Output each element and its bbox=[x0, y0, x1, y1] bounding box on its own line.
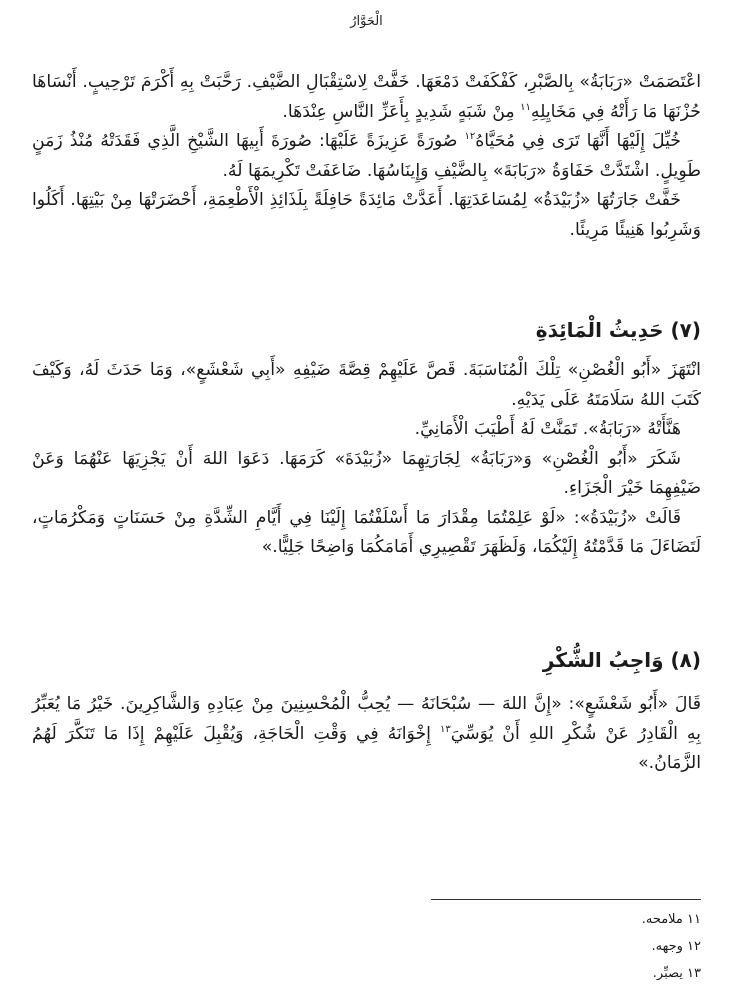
paragraph-6: شَكَرَ «أَبُو الْغُصْنِ» وَ«رَبَابَةُ» لِجَارَتِهِمَا «زُبَيْدَةَ» كَرَمَهَا. دَعَوَا اللهَ أَنْ يَجْزِيَهَا عَنْهُمَا وَعَنْ ضَيْفِهِمَا خَيْرَ الْجَزَاءِ. bbox=[32, 448, 701, 498]
footnote-ref-11[interactable]: ١١ bbox=[520, 101, 531, 113]
footnotes bbox=[401, 906, 701, 987]
footnote-12: ١٢ وجهه. bbox=[651, 939, 701, 954]
paragraph-5: هَنَّأَتْهُ «رَبَابَةُ». تَمَنَّتْ لَهُ أَطْيَبَ الْأَمَانِيِّ. bbox=[414, 419, 681, 439]
paragraph-4: انْتَهَزَ «أَبُو الْغُصْنِ» تِلْكَ الْمُنَاسَبَةَ. قَصَّ عَلَيْهِمْ قِصَّةَ ضَيْفِهِ «أَبِي شَعْشَعٍ»، وَمَا حَدَثَ لَهُ، وَكَيْفَ كَتَبَ اللهُ سَلَامَتَهُ عَلَى يَدَيْهِ. bbox=[32, 360, 701, 410]
footnote-divider bbox=[431, 899, 701, 900]
footnote-11: ١١ ملامحه. bbox=[641, 912, 701, 927]
section-8-body bbox=[32, 690, 701, 779]
paragraph-8: قَالَ «أَبُو شَعْشَعٍ»: «إِنَّ اللهَ — سُبْحَانَهُ — يُحِبُّ الْمُحْسِنِينَ مِنْ عِبَادِهِ وَالشَّاكِرِينَ. خَيْرُ مَا يُعَبِّرُ بِهِ الْقَادِرُ عَنْ شُكْرِ اللهِ أَنْ يُوَسِّيَ$^{١٣}$ إِخْوَانَهُ فِي وَقْتِ الْحَاجَةِ، وَيُقْبِلَ عَلَيْهِمْ إِذَا مَا تَنَكَّرَ لَهُمُ الزَّمَانُ.» bbox=[32, 694, 701, 773]
footnote-ref-13[interactable]: ١٣ bbox=[439, 723, 451, 735]
section-heading-7: (٧) حَدِيثُ الْمَائِدَةِ bbox=[535, 318, 701, 342]
paragraph-1: اعْتَصَمَتْ «رَبَابَةُ» بِالصَّبْرِ، كَفْكَفَتْ دَمْعَهَا. خَفَّتْ لِاسْتِقْبَالِ الضَّيْفِ. رَحَّبَتْ بِهِ أَكْرَمَ تَرْحِيبٍ. أَنْسَاهَا حُزْنَهَا مَا رَأَتْهُ فِي مَخَايِلِهِ$^{١١}$ مِنْ شَبَهٍ شَدِيدٍ بِأَعَزِّ النَّاسِ عِنْدَهَا. bbox=[32, 72, 701, 122]
paragraph-2: خُيِّلَ إِلَيْهَا أَنَّهَا تَرَى فِي مُحَيَّاهُ$^{١٢}$ صُورَةً عَزِيزَةً عَلَيْهَا: صُورَةَ أَبِيهَا الشَّيْخِ الَّذِي فَقَدَتْهُ مُنْذُ زَمَنٍ طَوِيلٍ. اشْتَدَّتْ حَفَاوَةُ «رَبَابَةَ» بِالضَّيْفِ وَإِينَاسُهَا. ضَاعَفَتْ تَكْرِيمَهَا لَهُ. bbox=[32, 131, 701, 181]
section-heading-8: (٨) وَاجِبُ الشُّكْرِ bbox=[542, 648, 701, 672]
paragraph-3: خَفَّتْ جَارَتُهَا «زُبَيْدَةُ» لِمُسَاعَدَتِهَا. أَعَدَّتْ مَائِدَةً حَافِلَةً بِلَذَائِذِ الْأَطْعِمَةِ، أَحْضَرَتْهَا مِنْ بَيْتِهَا. أَكَلُوا وَشَرِبُوا هَنِيئًا مَرِيئًا. bbox=[32, 190, 701, 240]
footnote-13: ١٣ يصبِّر. bbox=[652, 966, 701, 981]
section-7-body bbox=[32, 356, 701, 563]
paragraph-7: قَالَتْ «زُبَيْدَةُ»: «لَوْ عَلِمْتُمَا مِقْدَارَ مَا أَسْلَفْتُمَا إِلَيْنَا فِي أَيَّامِ الشِّدَّةِ مِنْ حَسَنَاتٍ وَمَكْرُمَاتٍ، لَتَضَاءَلَ مَا قَدَّمْتُهُ إِلَيْكُمَا، وَلَظَهَرَ تَقْصِيرِي أَمَامَكُمَا وَاضِحًا جَلِيًّا.» bbox=[32, 507, 701, 557]
footnote-ref-12[interactable]: ١٢ bbox=[464, 131, 476, 143]
running-head: الْحَوَّارُ bbox=[350, 14, 383, 29]
opening-paragraphs bbox=[32, 68, 701, 245]
